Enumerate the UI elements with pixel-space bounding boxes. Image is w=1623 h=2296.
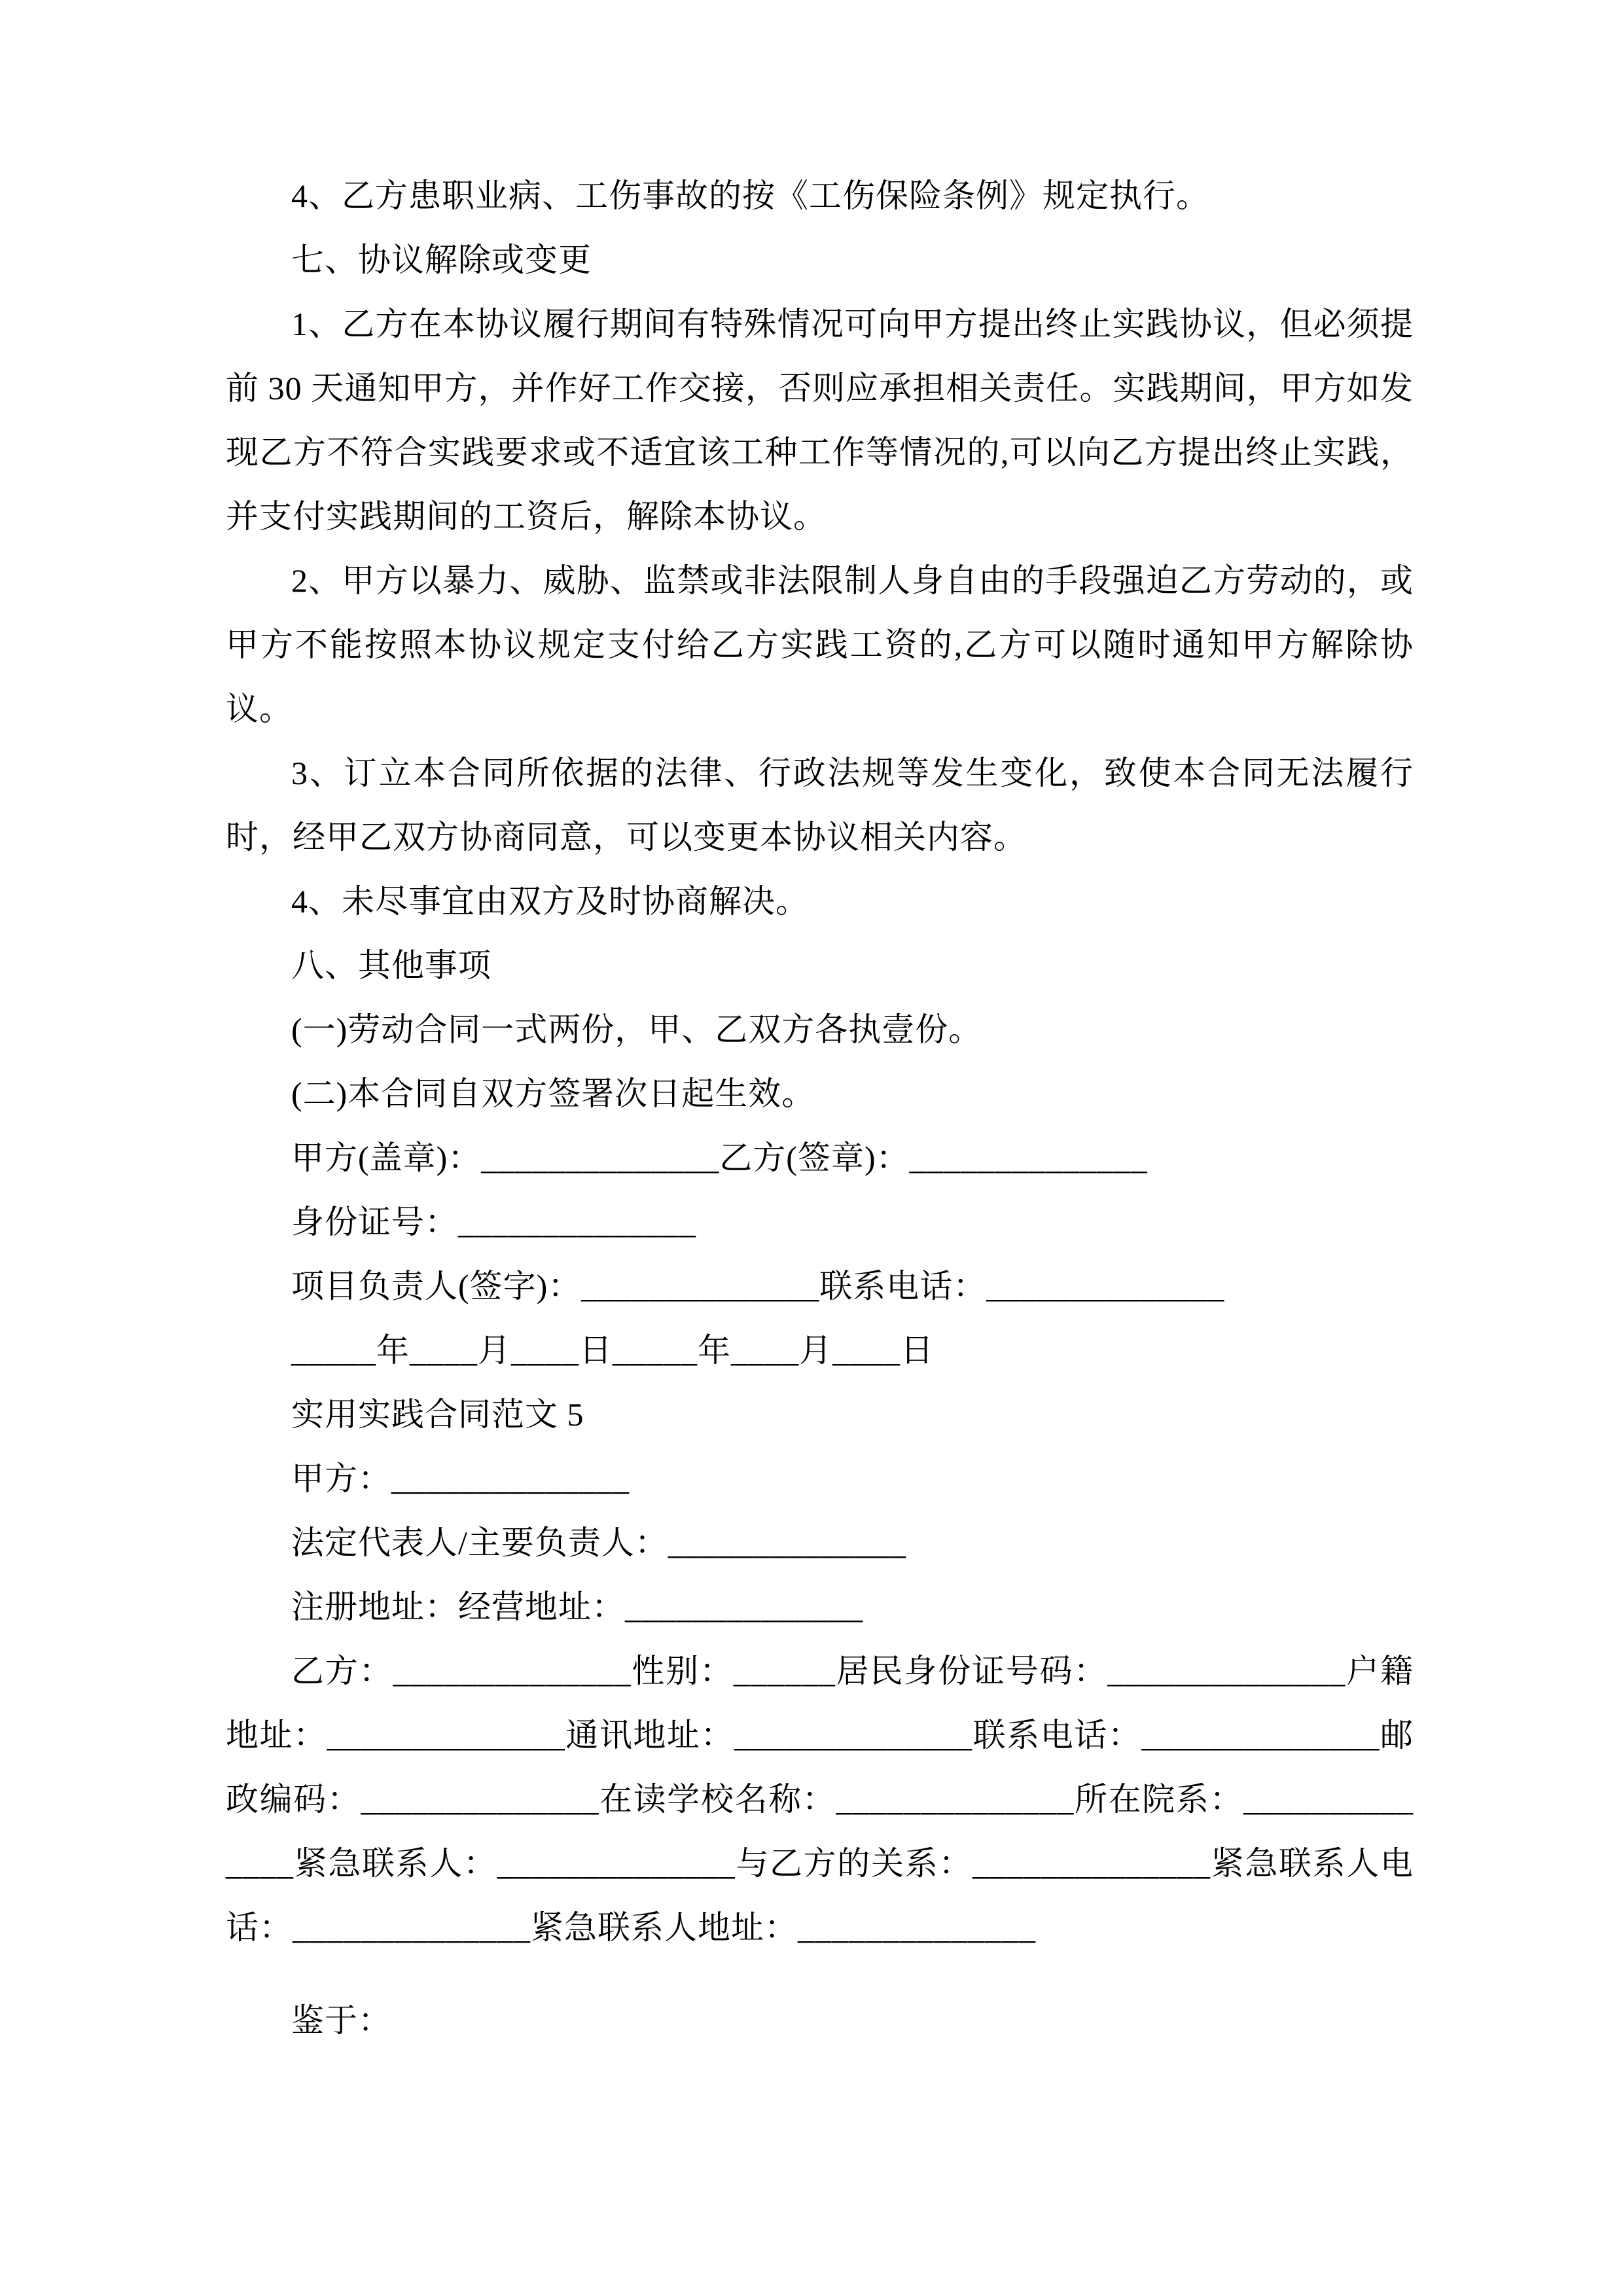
paragraph: 八、其他事项 <box>291 947 491 984</box>
document-content <box>226 164 1414 2053</box>
paragraph: 3、订立本合同所依据的法律、行政法规等发生变化，致使本合同无法履行时，经甲乙双方协商同意，可以变更本协议相关内容。 <box>226 755 1414 855</box>
paragraph: 项目负责人(签字)：______________联系电话：______________ <box>291 1268 1225 1304</box>
paragraph: 法定代表人/主要负责人：______________ <box>291 1524 906 1561</box>
paragraph: (一)劳动合同一式两份，甲、乙双方各执壹份。 <box>291 1011 982 1048</box>
paragraph: 乙方：______________性别：______居民身份证号码：______________户籍地址：______________通讯地址：______________联系电话：______________邮政编码：______________在读学校名称：______________所在院系：______________紧急联系人：______________与乙方的关系：______________紧急联系人电话：______________紧急联系人地址：______________ <box>226 1653 1414 1946</box>
paragraph: 鉴于： <box>291 2002 391 2039</box>
paragraph: 身份证号：______________ <box>291 1204 696 1240</box>
paragraph: 甲方：______________ <box>291 1460 630 1497</box>
paragraph: 1、乙方在本协议履行期间有特殊情况可向甲方提出终止实践协议，但必须提前 30 天通知甲方，并作好工作交接，否则应承担相关责任。实践期间，甲方如发现乙方不符合实践要求或不适宜该工种工作等情况的,可以向乙方提出终止实践，并支付实践期间的工资后，解除本协议。 <box>226 306 1414 535</box>
paragraph: 七、协议解除或变更 <box>291 242 592 278</box>
paragraph: _____年____月____日_____年____月____日 <box>291 1332 934 1369</box>
paragraph: 4、未尽事宜由双方及时协商解决。 <box>291 883 809 920</box>
paragraph: 甲方(盖章)：______________乙方(签章)：______________ <box>291 1139 1148 1176</box>
paragraph: (二)本合同自双方签署次日起生效。 <box>291 1075 815 1112</box>
paragraph: 2、甲方以暴力、威胁、监禁或非法限制人身自由的手段强迫乙方劳动的，或甲方不能按照本协议规定支付给乙方实践工资的,乙方可以随时通知甲方解除协议。 <box>226 562 1414 727</box>
paragraph: 4、乙方患职业病、工伤事故的按《工伤保险条例》规定执行。 <box>291 177 1209 214</box>
paragraph: 注册地址：经营地址：______________ <box>291 1588 863 1625</box>
paragraph: 实用实践合同范文 5 <box>291 1396 584 1433</box>
